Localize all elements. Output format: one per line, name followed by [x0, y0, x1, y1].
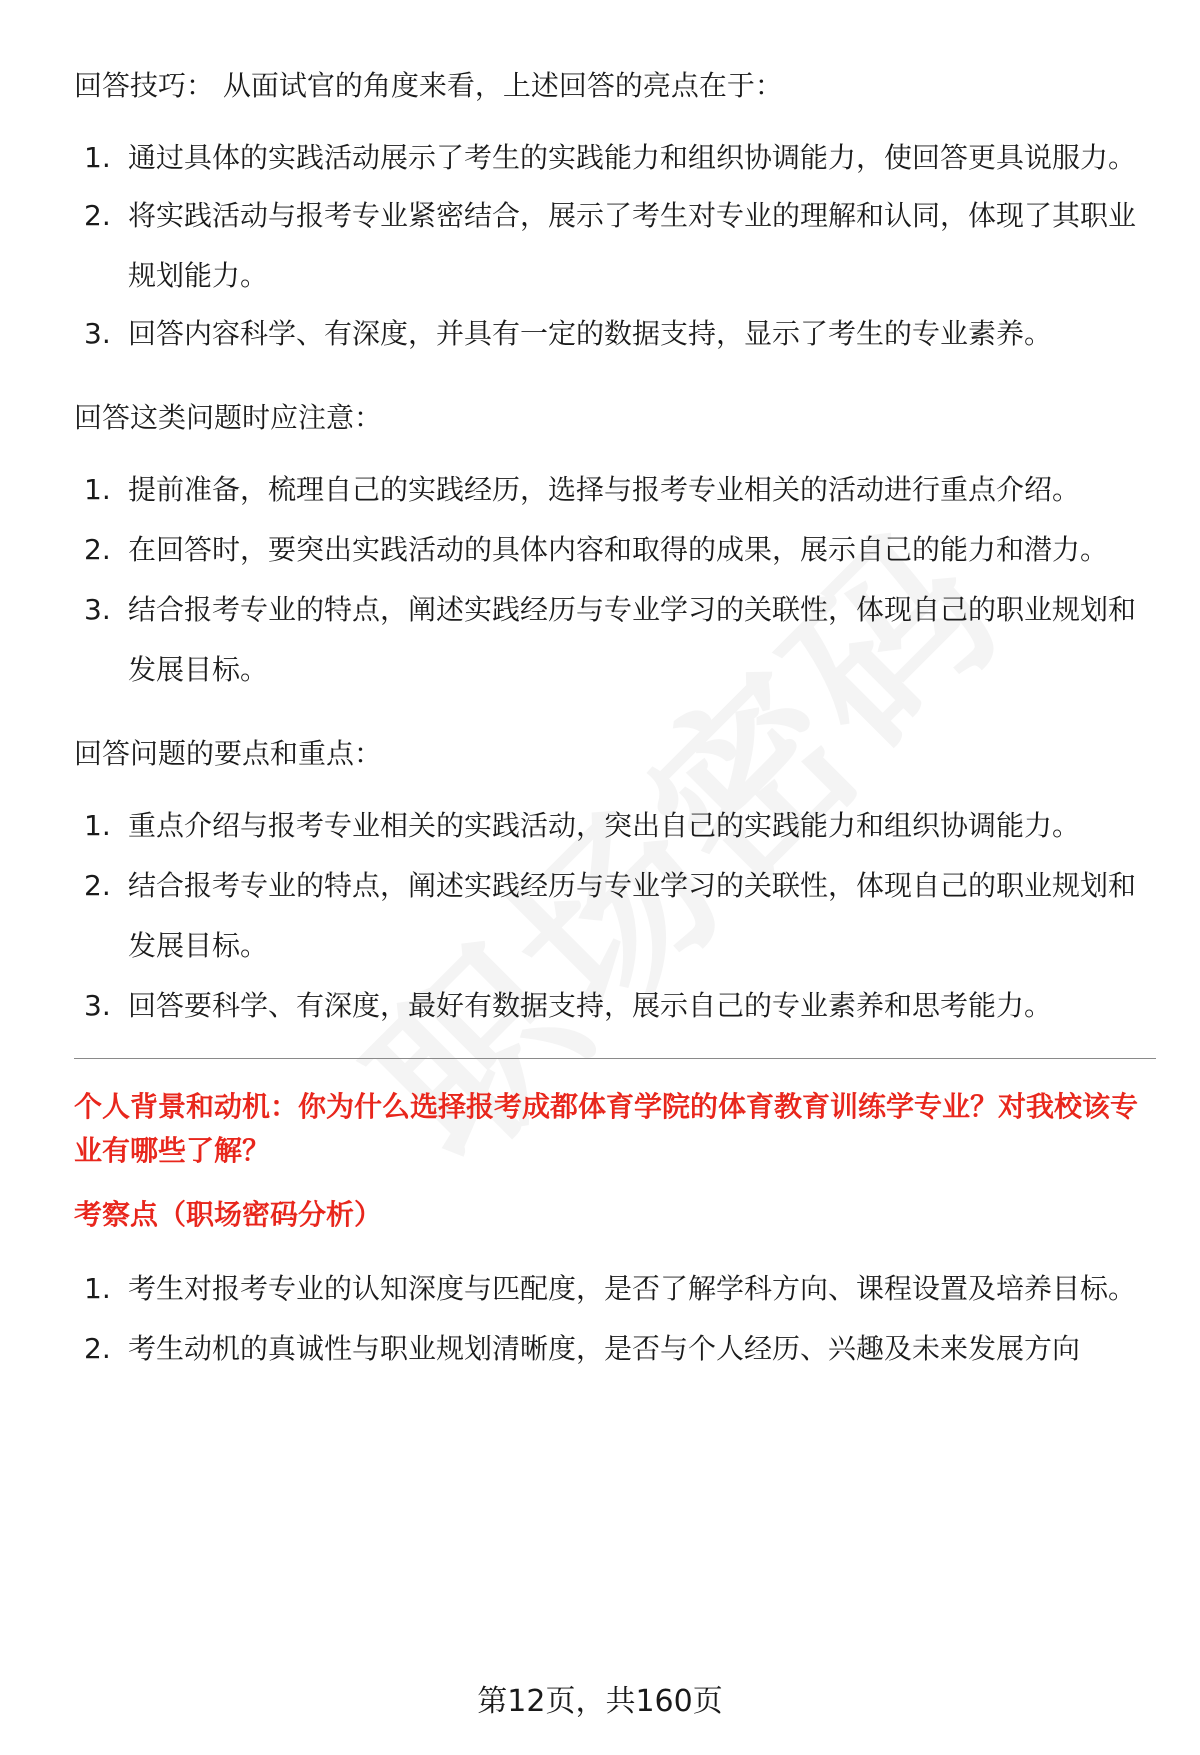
section-divider	[74, 1058, 1156, 1059]
key-points-list	[74, 796, 1156, 1036]
list-item: 2. 在回答时，要突出实践活动的具体内容和取得的成果，展示自己的能力和潜力。	[84, 533, 1109, 566]
list-item-text: 结合报考专业的特点，阐述实践经历与专业学习的关联性，体现自己的职业规划和发展目标。	[128, 593, 1137, 686]
list-item-text: 重点介绍与报考专业相关的实践活动，突出自己的实践能力和组织协调能力。	[128, 809, 1081, 842]
list-item-text: 提前准备，梳理自己的实践经历，选择与报考专业相关的活动进行重点介绍。	[128, 473, 1081, 506]
list-item: 2. 将实践活动与报考专业紧密结合，展示了考生对专业的理解和认同，体现了其职业规划能力。	[84, 199, 1137, 292]
list-item-text: 通过具体的实践活动展示了考生的实践能力和组织协调能力，使回答更具说服力。	[128, 141, 1137, 174]
list-item: 2. 结合报考专业的特点，阐述实践经历与专业学习的关联性，体现自己的职业规划和发展目标。	[84, 869, 1137, 962]
list-item-text: 将实践活动与报考专业紧密结合，展示了考生对专业的理解和认同，体现了其职业规划能力。	[128, 199, 1137, 292]
page-number: 第12页，共160页	[477, 1684, 723, 1719]
list-item: 3. 回答要科学、有深度，最好有数据支持，展示自己的专业素养和思考能力。	[84, 989, 1053, 1022]
page-content	[74, 66, 1156, 1379]
list-item: 1. 通过具体的实践活动展示了考生的实践能力和组织协调能力，使回答更具说服力。	[84, 141, 1137, 174]
notes-heading: 回答这类问题时应注意：	[74, 401, 383, 434]
list-item: 1. 重点介绍与报考专业相关的实践活动，突出自己的实践能力和组织协调能力。	[84, 809, 1081, 842]
question-title: 个人背景和动机：你为什么选择报考成都体育学院的体育教育训练学专业？对我校该专业有哪些了解？	[74, 1090, 1139, 1167]
list-item-text: 回答要科学、有深度，最好有数据支持，展示自己的专业素养和思考能力。	[128, 989, 1053, 1022]
list-item-text: 在回答时，要突出实践活动的具体内容和取得的成果，展示自己的能力和潜力。	[128, 533, 1109, 566]
list-item: 1. 提前准备，梳理自己的实践经历，选择与报考专业相关的活动进行重点介绍。	[84, 473, 1081, 506]
list-item: 3. 结合报考专业的特点，阐述实践经历与专业学习的关联性，体现自己的职业规划和发展目标。	[84, 593, 1137, 686]
list-item-text: 考生动机的真诚性与职业规划清晰度，是否与个人经历、兴趣及未来发展方向	[128, 1332, 1081, 1365]
list-item: 3. 回答内容科学、有深度，并具有一定的数据支持，显示了考生的专业素养。	[84, 317, 1053, 350]
list-item: 1. 考生对报考专业的认知深度与匹配度，是否了解学科方向、课程设置及培养目标。	[84, 1272, 1137, 1305]
list-item-text: 结合报考专业的特点，阐述实践经历与专业学习的关联性，体现自己的职业规划和发展目标。	[128, 869, 1137, 962]
notes-list	[74, 460, 1156, 700]
assessment-points-heading: 考察点（职场密码分析）	[74, 1198, 383, 1231]
list-item: 2. 考生动机的真诚性与职业规划清晰度，是否与个人经历、兴趣及未来发展方向	[84, 1332, 1081, 1365]
answer-tips-list	[74, 128, 1156, 364]
answer-tips-heading: 回答技巧： 从面试官的角度来看，上述回答的亮点在于：	[74, 69, 783, 102]
list-item-text: 回答内容科学、有深度，并具有一定的数据支持，显示了考生的专业素养。	[128, 317, 1053, 350]
key-points-heading: 回答问题的要点和重点：	[74, 737, 383, 770]
assessment-points-list	[74, 1259, 1156, 1379]
list-item-text: 考生对报考专业的认知深度与匹配度，是否了解学科方向、课程设置及培养目标。	[128, 1272, 1137, 1305]
